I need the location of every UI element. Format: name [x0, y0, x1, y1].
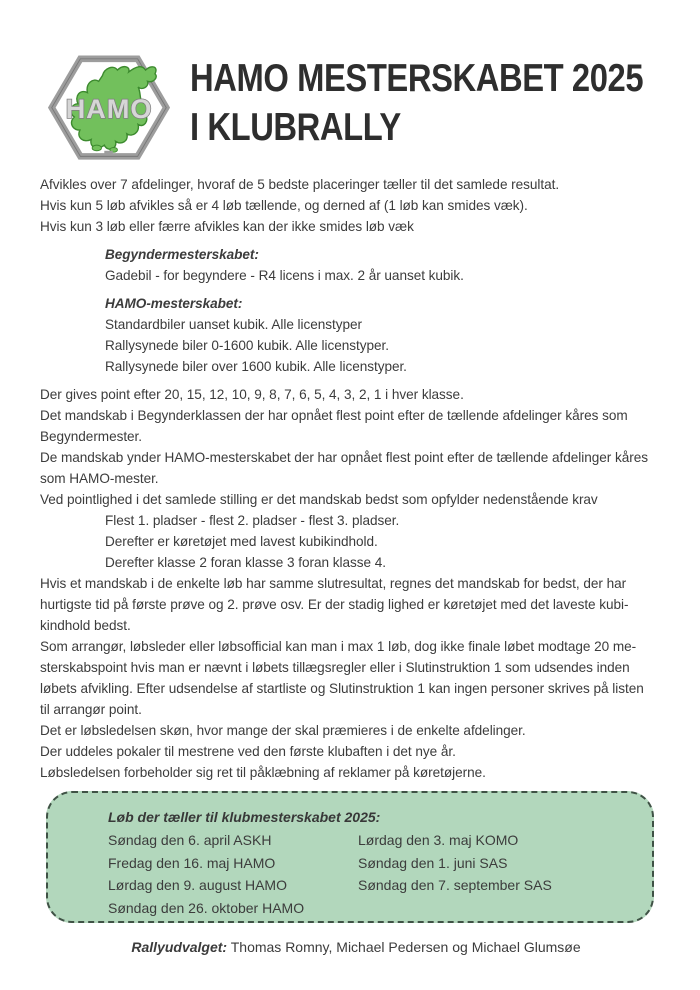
body-line: Som arrangør, løbsleder eller løbsofficial kan man i max 1 løb, dog ikke finale løbet modtage 20 me-: [40, 639, 637, 654]
body-line: hurtigste tid på første prøve og 2. prøve osv. Er der stadig lighed er køretøjet med det laveste kubi-: [40, 597, 629, 612]
schedule-left: [108, 829, 358, 919]
body-line: Der gives point efter 20, 15, 12, 10, 9, 8, 7, 6, 5, 4, 3, 2, 1 i hver klasse.: [40, 387, 464, 402]
title-block: [190, 54, 700, 152]
body-block: [40, 573, 672, 783]
body-line: Rallysynede biler over 1600 kubik. Alle licenstyper.: [105, 359, 407, 374]
footer-names: Thomas Romny, Michael Pedersen og Michael Glumsøe: [227, 939, 581, 955]
body-line: Derefter er køretøjet med lavest kubikindhold.: [105, 534, 378, 549]
schedule-box: [46, 791, 654, 923]
schedule-item: Fredag den 16. maj HAMO: [108, 854, 276, 871]
body-line: sterskabspoint hvis man er nævnt i løbets tillægsregler eller i Slutinstruktion 1 som udsendes inden: [40, 660, 630, 675]
schedule-right: [358, 829, 652, 919]
footer-label: Rallyudvalget:: [131, 939, 228, 955]
body-block: [40, 244, 672, 286]
page-title-line-1: HAMO MESTERSKABET 2025: [190, 57, 644, 100]
body-block: [40, 174, 672, 237]
body-line: Flest 1. pladser - flest 2. pladser - flest 3. pladser.: [105, 513, 400, 528]
body-line: Der uddeles pokaler til mestrene ved den første klubaften i det nye år.: [40, 744, 456, 759]
body-line: løbets afvikling. Efter udsendelse af startliste og Slutinstruktion 1 kan ingen personer skrives på listen: [40, 681, 644, 696]
body-line: Afvikles over 7 afdelinger, hvoraf de 5 bedste placeringer tæller til det samlede resultat.: [40, 177, 560, 192]
body-blocks: [40, 174, 672, 783]
footer-committee-line: [40, 939, 672, 955]
body-line: til arrangør point.: [40, 702, 142, 717]
body-line: Hvis kun 3 løb eller færre afvikles kan der ikke smides løb væk: [40, 219, 414, 234]
hamo-logo-icon: [48, 54, 170, 164]
body-block: [40, 293, 672, 377]
schedule-item: Lørdag den 3. maj KOMO: [358, 832, 519, 848]
body-block-heading: HAMO-mesterskabet:: [105, 296, 243, 311]
logo-hamo-text: HAMO: [65, 92, 153, 124]
body-line: kindhold bedst.: [40, 618, 131, 633]
body-line: Rallysynede biler 0-1600 kubik. Alle licenstyper.: [105, 338, 389, 353]
document-header: [40, 54, 672, 166]
schedule-item: Søndag den 26. oktober HAMO: [108, 899, 305, 916]
body-line: Løbsledelsen forbeholder sig ret til påklæbning af reklamer på køretøjerne.: [40, 765, 486, 780]
body-line: De mandskab ynder HAMO-mesterskabet der har opnået flest point efter de tællende afdelinger kåres: [40, 450, 648, 465]
body-line: Begyndermester.: [40, 429, 143, 444]
hamo-club-logo: [48, 54, 170, 164]
schedule-title: Løb der tæller til klubmesterskabet 2025:: [108, 809, 381, 825]
body-block-heading: Begyndermesterskabet:: [105, 247, 259, 262]
logo-map-islet: [92, 145, 101, 151]
schedule-item: Søndag den 6. april ASKH: [108, 832, 272, 848]
body-line: Hvis kun 5 løb afvikles så er 4 løb tællende, og derned af (1 løb kan smides væk).: [40, 198, 528, 213]
schedule-item: Søndag den 7. september SAS: [358, 877, 552, 893]
schedule-columns: [108, 829, 652, 919]
page-title-line-2: I KLUBRALLY: [190, 106, 401, 149]
body-block: [40, 384, 672, 510]
schedule-item: Søndag den 1. juni SAS: [358, 854, 508, 871]
body-line: Gadebil - for begyndere - R4 licens i max. 2 år uanset kubik.: [105, 268, 464, 283]
body-line: Hvis et mandskab i de enkelte løb har samme slutresultat, regnes det mandskab for bedst, der har: [40, 576, 627, 591]
body-line: Derefter klasse 2 foran klasse 3 foran klasse 4.: [105, 555, 386, 570]
logo-bottom-mark: [104, 151, 112, 154]
body-line: Det mandskab i Begynderklassen der har opnået flest point efter de tællende afdelinger kåres som: [40, 408, 628, 423]
body-line: Ved pointlighed i det samlede stilling er det mandskab bedst som opfylder nedenstående krav: [40, 492, 598, 507]
body-block: [40, 510, 672, 573]
schedule-item: Lørdag den 9. august HAMO: [108, 877, 287, 893]
body-line: Standardbiler uanset kubik. Alle licenstyper: [105, 317, 362, 332]
body-line: som HAMO-mester.: [40, 471, 159, 486]
body-line: Det er løbsledelsen skøn, hvor mange der skal præmieres i de enkelte afdelinger.: [40, 723, 526, 738]
